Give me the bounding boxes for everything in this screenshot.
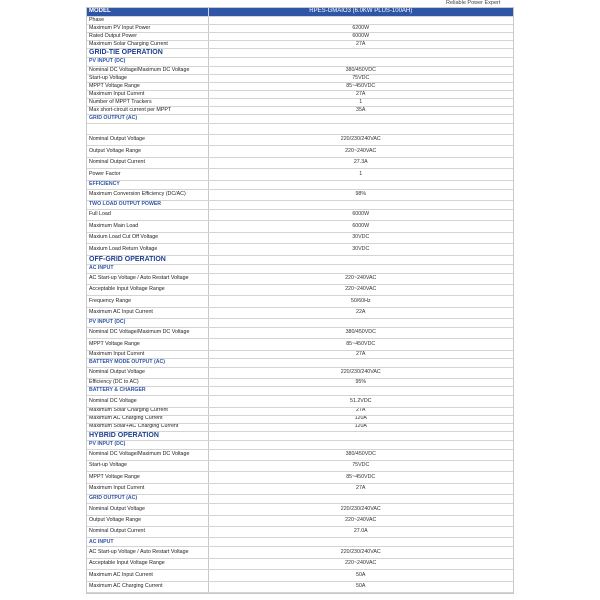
spec-row (87, 396, 513, 407)
spec-label: Maximum Main Load (87, 221, 208, 232)
spec-row (87, 339, 513, 350)
spec-label: Power Factor (87, 169, 208, 180)
subsection-heading (87, 264, 513, 273)
spec-label: Maximum PV Input Power (87, 25, 208, 33)
spec-row (87, 17, 513, 25)
subsection-title: AC INPUT (87, 264, 208, 273)
spec-value: 50A (208, 570, 513, 581)
spec-label: Nominal DC Voltage (87, 396, 208, 407)
spec-row (87, 423, 513, 431)
spec-label: Maximum Input Current (87, 91, 208, 99)
spec-row (87, 273, 513, 284)
spec-label: Output Voltage Range (87, 515, 208, 526)
section-spacer-cell (208, 115, 513, 124)
spec-value: 50A (208, 581, 513, 592)
subsection-heading (87, 440, 513, 449)
spec-row (87, 581, 513, 592)
spec-row (87, 135, 513, 146)
spec-label: MPPT Voltage Range (87, 339, 208, 350)
spec-row (87, 107, 513, 115)
subsection-heading (87, 495, 513, 504)
spec-label: MPPT Voltage Range (87, 83, 208, 91)
spec-row (87, 328, 513, 339)
spec-label: Start-up Voltage (87, 75, 208, 83)
spec-row (87, 232, 513, 243)
spec-row (87, 449, 513, 460)
spec-label: Maximum Solar+AC Charging Current (87, 423, 208, 431)
brand-tagline: Reliable Power Expert (446, 0, 501, 6)
spec-value: 75VDC (208, 461, 513, 472)
spec-label: Nominal Output Current (87, 526, 208, 537)
spec-label: Maximum Input Current (87, 350, 208, 358)
model-header-row (87, 8, 513, 17)
subsection-heading (87, 358, 513, 367)
spec-row (87, 461, 513, 472)
spec-label: Acceptable Input Voltage Range (87, 284, 208, 295)
spec-value: 220~240VAC (208, 146, 513, 157)
spec-row (87, 157, 513, 168)
spec-row (87, 570, 513, 581)
subsection-title: GRID OUTPUT (AC) (87, 495, 208, 504)
spec-label: Max short-circuit current per MPPT (87, 107, 208, 115)
spec-row (87, 515, 513, 526)
subsection-heading (87, 180, 513, 189)
spec-value: 220~240VAC (208, 515, 513, 526)
spec-sheet (86, 7, 514, 594)
spec-label: Nominal Output Voltage (87, 367, 208, 378)
spec-label: Nominal Output Current (87, 157, 208, 168)
spec-value: 85~450VDC (208, 472, 513, 483)
spec-value: 35A (208, 107, 513, 115)
spec-value: 220/230/240VAC (208, 367, 513, 378)
section-spacer-cell (208, 319, 513, 328)
spec-value: 27A (208, 41, 513, 49)
spec-label: Efficiency (DC to AC) (87, 379, 208, 387)
spec-row (87, 504, 513, 515)
spec-value: 27A (208, 350, 513, 358)
spec-row (87, 83, 513, 91)
spec-label: Acceptable Input Voltage Range (87, 558, 208, 569)
spec-row (87, 526, 513, 537)
spec-label: Maximum Conversion Efficiency (DC/AC) (87, 189, 208, 200)
section-heading (87, 431, 513, 440)
section-spacer-cell (208, 58, 513, 67)
spec-value: 27.3A (208, 157, 513, 168)
subsection-title: PV INPUT (DC) (87, 58, 208, 67)
section-title: GRID-TIE OPERATION (87, 49, 208, 58)
spec-value (208, 17, 513, 25)
subsection-heading (87, 387, 513, 396)
spec-row (87, 407, 513, 415)
subsection-title: GRID OUTPUT (AC) (87, 115, 208, 124)
spec-row (87, 189, 513, 200)
spec-value: 1 (208, 99, 513, 107)
model-value: RPES-GMAIO3 (6.0KW PLUS-100AH) (208, 8, 513, 17)
spec-label: MPPT Voltage Range (87, 472, 208, 483)
spec-label: Maxium Load Return Voltage (87, 244, 208, 255)
spec-value: 6200W (208, 25, 513, 33)
spec-row (87, 75, 513, 83)
spec-table (87, 8, 513, 593)
spec-label: Maxium Load Cut Off Voltage (87, 232, 208, 243)
section-spacer-cell (208, 387, 513, 396)
blank-row (87, 124, 513, 135)
spec-row (87, 41, 513, 49)
spec-row (87, 547, 513, 558)
section-heading (87, 255, 513, 264)
spec-value: 51.2VDC (208, 396, 513, 407)
spec-row (87, 99, 513, 107)
spec-value: 220~240VAC (208, 284, 513, 295)
section-spacer-cell (208, 431, 513, 440)
subsection-heading (87, 538, 513, 547)
spec-value: 85~450VDC (208, 83, 513, 91)
spec-label: Output Voltage Range (87, 146, 208, 157)
spec-row (87, 25, 513, 33)
spec-value: 220~240VAC (208, 273, 513, 284)
spec-value: 380/450VDC (208, 328, 513, 339)
section-spacer-cell (208, 440, 513, 449)
spec-label: Nominal DC Voltage/Maximum DC Voltage (87, 67, 208, 75)
section-heading (87, 49, 513, 58)
spec-label: Nominal Output Voltage (87, 135, 208, 146)
spec-row (87, 415, 513, 423)
spec-row (87, 169, 513, 180)
section-spacer-cell (208, 255, 513, 264)
spec-label: Maximum AC Input Current (87, 307, 208, 318)
spec-row (87, 244, 513, 255)
spec-value: 380/450VDC (208, 449, 513, 460)
spec-value: 95% (208, 379, 513, 387)
spec-value: 50/60Hz (208, 296, 513, 307)
subsection-title: PV INPUT (DC) (87, 440, 208, 449)
spec-row (87, 379, 513, 387)
spec-label: AC Start-up Voltage / Auto Restart Voltage (87, 547, 208, 558)
spec-value: 75VDC (208, 75, 513, 83)
spec-value: 6000W (208, 209, 513, 220)
spec-value: 220/230/240VAC (208, 504, 513, 515)
spec-row (87, 209, 513, 220)
model-label: MODEL (87, 8, 208, 17)
section-spacer-cell (208, 495, 513, 504)
spec-value: 98% (208, 189, 513, 200)
spec-value: 6000W (208, 33, 513, 41)
spec-label: Rated Output Power (87, 33, 208, 41)
subsection-title: AC INPUT (87, 538, 208, 547)
subsection-title: TWO LOAD OUTPUT POWER (87, 200, 208, 209)
spec-value: 120A (208, 415, 513, 423)
spec-row (87, 350, 513, 358)
spec-row (87, 284, 513, 295)
section-spacer-cell (208, 538, 513, 547)
spec-label: Maximum AC Charging Current (87, 581, 208, 592)
section-spacer-cell (208, 358, 513, 367)
spec-label: Phase (87, 17, 208, 25)
spec-row (87, 296, 513, 307)
subsection-title: BATTERY & CHARGER (87, 387, 208, 396)
section-title: OFF-GRID OPERATION (87, 255, 208, 264)
spec-row (87, 472, 513, 483)
spec-label: Full Load (87, 209, 208, 220)
spec-value: 27.0A (208, 526, 513, 537)
section-spacer-cell (208, 49, 513, 58)
subsection-title: BATTERY MODE OUTPUT (AC) (87, 358, 208, 367)
spec-value: 27A (208, 407, 513, 415)
spec-value: 27A (208, 91, 513, 99)
spec-label: Nominal Output Voltage (87, 504, 208, 515)
spec-value: 120A (208, 423, 513, 431)
section-spacer-cell (208, 264, 513, 273)
spec-label: AC Start-up Voltage / Auto Restart Voltage (87, 273, 208, 284)
spec-row (87, 558, 513, 569)
spec-row (87, 367, 513, 378)
spec-value: 220/230/240VAC (208, 135, 513, 146)
spec-value: 27A (208, 483, 513, 494)
spec-row (87, 91, 513, 99)
spec-value: 30VDC (208, 232, 513, 243)
blank-label-cell (87, 124, 208, 135)
spec-label: Nominal DC Voltage/Maximum DC Voltage (87, 449, 208, 460)
spec-label: Maximum AC Charging Current (87, 415, 208, 423)
spec-row (87, 67, 513, 75)
blank-value-cell (208, 124, 513, 135)
spec-row (87, 307, 513, 318)
subsection-heading (87, 58, 513, 67)
subsection-title: EFFICIENCY (87, 180, 208, 189)
spec-value: 22A (208, 307, 513, 318)
spec-value: 220/230/240VAC (208, 547, 513, 558)
subsection-heading (87, 115, 513, 124)
subsection-heading (87, 200, 513, 209)
subsection-title: PV INPUT (DC) (87, 319, 208, 328)
spec-label: Nominal DC Voltage/Maximum DC Voltage (87, 328, 208, 339)
spec-row (87, 221, 513, 232)
spec-label: Maximum Input Current (87, 483, 208, 494)
spec-value: 85~450VDC (208, 339, 513, 350)
section-spacer-cell (208, 200, 513, 209)
spec-value: 220~240VAC (208, 558, 513, 569)
spec-label: Maximum Solar Charging Current (87, 41, 208, 49)
spec-label: Frequency Range (87, 296, 208, 307)
spec-value: 380/450VDC (208, 67, 513, 75)
spec-row (87, 146, 513, 157)
spec-row (87, 33, 513, 41)
spec-row (87, 483, 513, 494)
spec-label: Maximum Solar Charging Current (87, 407, 208, 415)
spec-label: Number of MPPT Trackers (87, 99, 208, 107)
section-title: HYBRID OPERATION (87, 431, 208, 440)
spec-value: 1 (208, 169, 513, 180)
subsection-heading (87, 319, 513, 328)
section-spacer-cell (208, 180, 513, 189)
spec-label: Start-up Voltage (87, 461, 208, 472)
spec-value: 6000W (208, 221, 513, 232)
spec-value: 30VDC (208, 244, 513, 255)
spec-label: Maximum AC Input Current (87, 570, 208, 581)
